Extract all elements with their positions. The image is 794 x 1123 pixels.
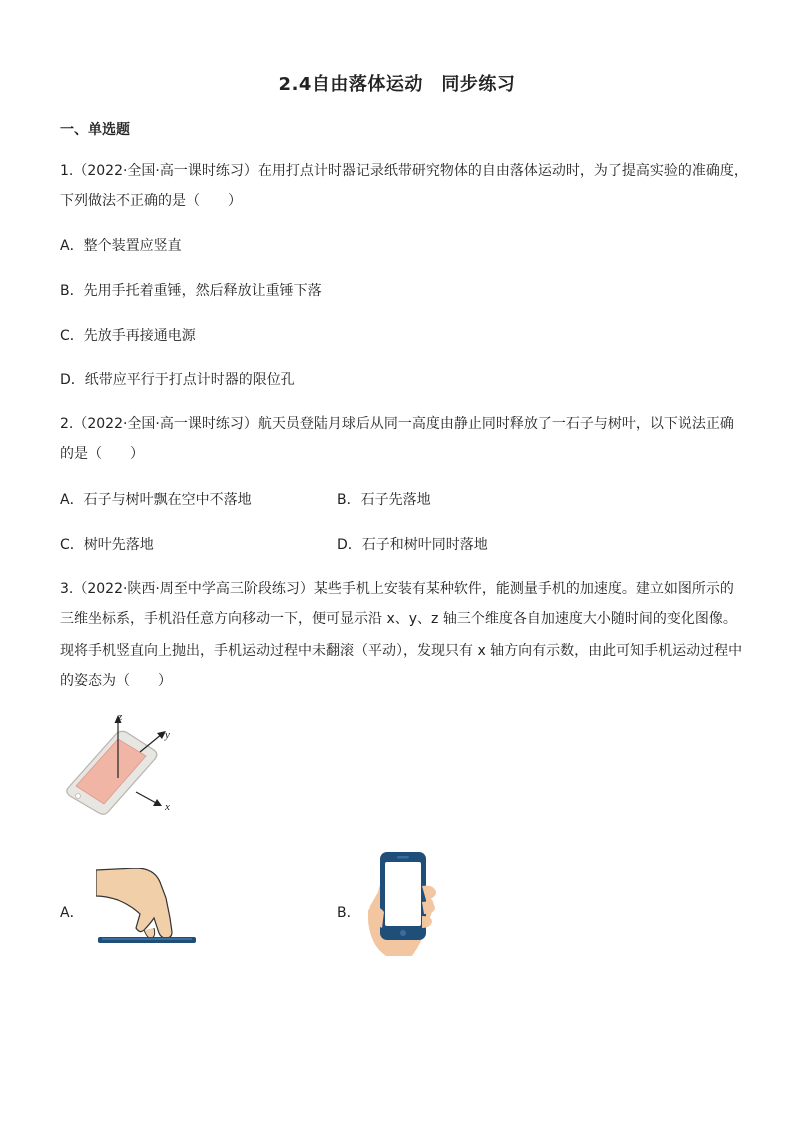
axis-x (136, 792, 162, 806)
axis-z-label: z (118, 711, 123, 723)
q3-option-a: A． (60, 905, 84, 921)
section-heading: 一、单选题 (60, 122, 130, 138)
phone-illustration (67, 731, 157, 814)
phone-axes-figure (58, 706, 188, 818)
axis-y-label: y (165, 729, 170, 741)
q3-stem-line3: 现将手机竖直向上抛出，手机运动过程中未翻滚（平动），发现只有 x 轴方向有示数，由此可知手机运动过程中 (60, 643, 743, 659)
hand-holding-phone-flat-image (96, 868, 198, 950)
axis-x-label: x (165, 801, 170, 813)
q2-option-c: C．树叶先落地 (60, 537, 154, 553)
page-title: 2.4自由落体运动 同步练习 (278, 74, 516, 95)
q3-stem-line2: 三维坐标系，手机沿任意方向移动一下，便可显示沿 x、y、z 轴三个维度各自加速度大小随时间的变化图像。 (60, 611, 737, 627)
q1-option-b: B．先用手托着重锤，然后释放让重锤下落 (60, 283, 322, 299)
q1-option-c: C．先放手再接通电源 (60, 328, 196, 344)
q2-option-b: B．石子先落地 (337, 492, 431, 508)
q2-option-a: A．石子与树叶飘在空中不落地 (60, 492, 252, 508)
q2-stem-line1: 2.（2022·全国·高一课时练习）航天员登陆月球后从同一高度由静止同时释放了一石子与树叶，以下说法正确 (60, 416, 734, 432)
hand-holding-phone-upright-image (364, 852, 440, 956)
q1-stem-line1: 1.（2022·全国·高一课时练习）在用打点计时器记录纸带研究物体的自由落体运动时，为了提高实验的准确度， (60, 163, 748, 179)
q3-stem-line4: 的姿态为（ ） (60, 673, 172, 689)
q2-option-d: D．石子和树叶同时落地 (337, 537, 488, 553)
q1-stem-line2: 下列做法不正确的是（ ） (60, 193, 242, 209)
q2-stem-line2: 的是（ ） (60, 446, 144, 462)
q1-option-d: D．纸带应平行于打点计时器的限位孔 (60, 372, 295, 388)
q3-option-b: B． (337, 905, 361, 921)
q3-stem-line1: 3.（2022·陕西·周至中学高三阶段练习）某些手机上安装有某种软件，能测量手机的加速度。建立如图所示的 (60, 581, 734, 597)
q1-option-a: A．整个装置应竖直 (60, 238, 182, 254)
